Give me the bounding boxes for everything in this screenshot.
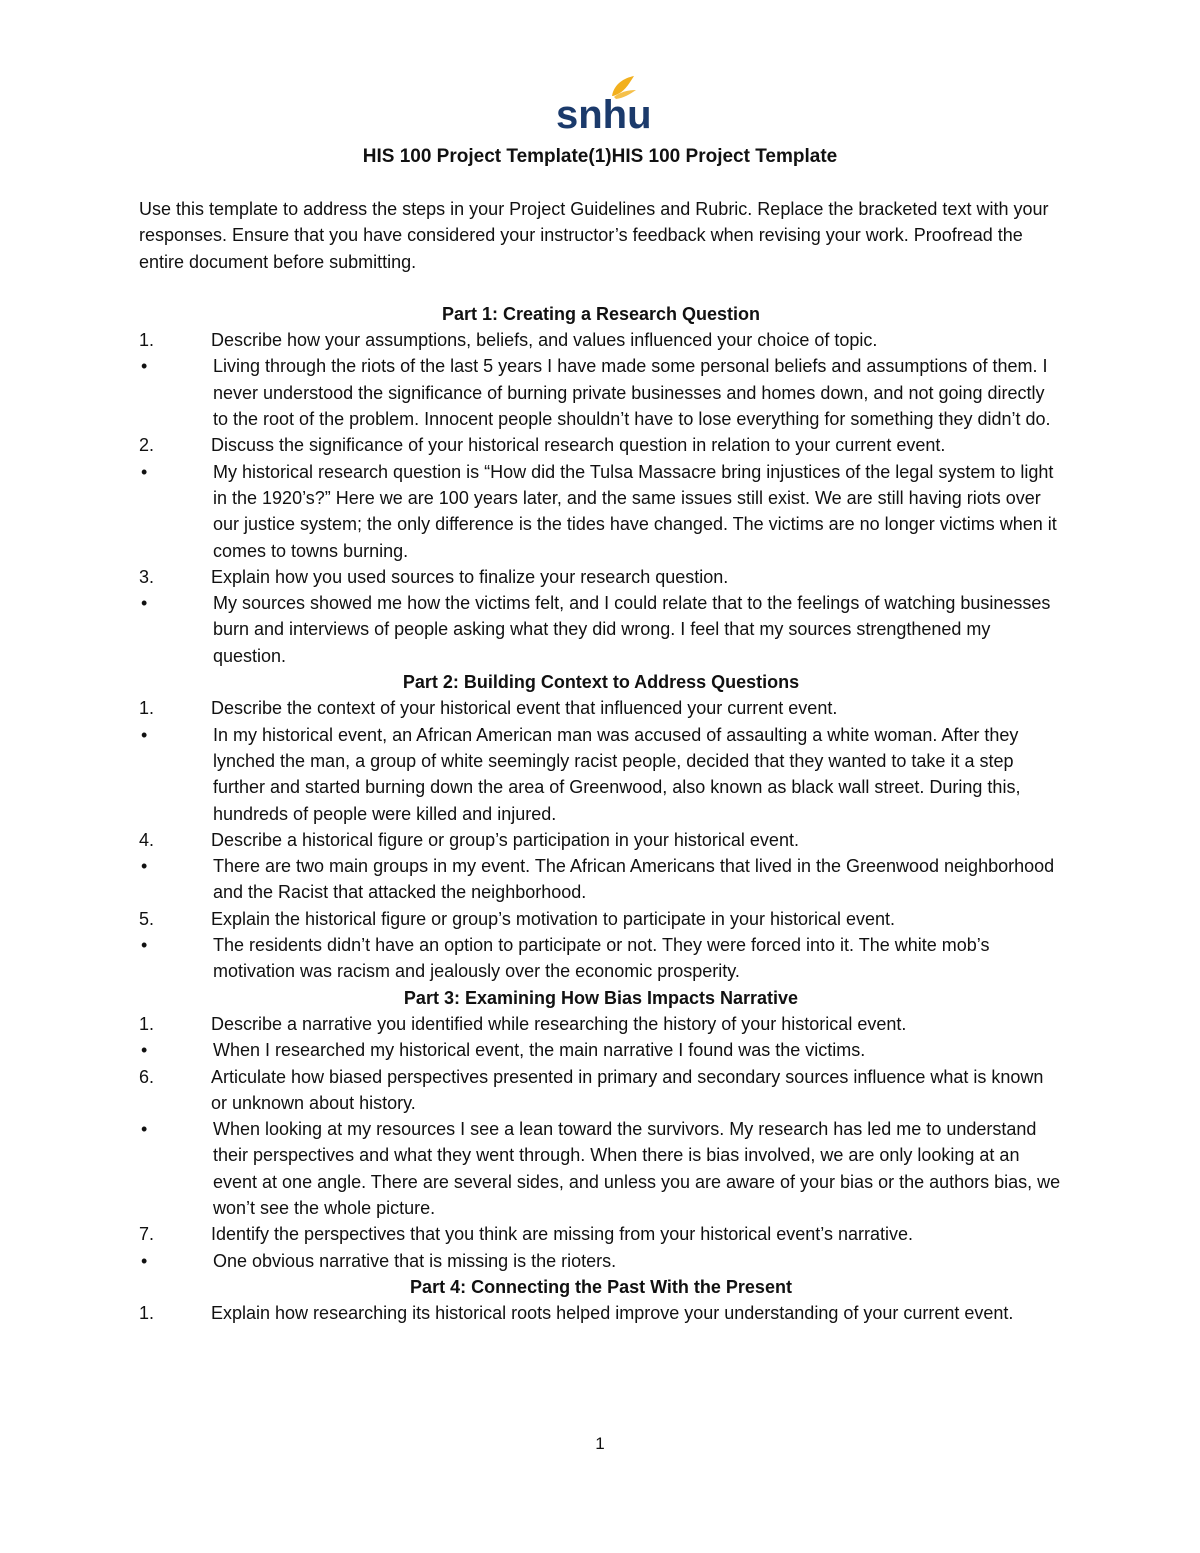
list-item-text: In my historical event, an African American man was accused of assaulting a white woman. After they lynched the man, a group of white seemingly racist people, decided that they wanted to take it a step further and started burning down the area of Greenwood, also known as black wall street. During this, hundreds of people were killed and injured. — [213, 724, 1021, 824]
list-item-text: When I researched my historical event, the main narrative I found was the victims. — [213, 1040, 866, 1061]
part-heading: Part 3: Examining How Bias Impacts Narrative — [403, 987, 799, 1008]
logo-text: snhu — [556, 93, 652, 137]
snhu-flame-logo-icon — [556, 74, 652, 137]
document-body — [139, 196, 1063, 1326]
list-item — [139, 590, 1063, 669]
list-marker: 4. — [139, 829, 155, 850]
list-marker: 3. — [139, 566, 155, 587]
list-item-text: Explain the historical figure or group’s motivation to participate in your historical event. — [211, 908, 896, 929]
list-item — [139, 853, 1063, 906]
part-1-section — [139, 301, 1063, 669]
list-marker: 5. — [139, 908, 155, 929]
list-item — [139, 1064, 1063, 1117]
document-title: HIS 100 Project Template(1)HIS 100 Project Template — [362, 146, 838, 167]
list-item-text: Identify the perspectives that you think are missing from your historical event’s narrative. — [211, 1224, 913, 1245]
list-marker: 7. — [139, 1224, 155, 1245]
list-marker: 1. — [139, 330, 155, 351]
list-item-text: When looking at my resources I see a lean toward the survivors. My research has led me to understand their perspectives and what they went through. When there is bias involved, we are only looking at an event at one angle. There are several sides, and unless you are aware of your bias or the authors bias, we won’t see the whole picture. — [213, 1119, 1061, 1218]
list-item-text: Living through the riots of the last 5 years I have made some personal beliefs and assumptions of them. I never understood the significance of burning private businesses and homes down, and not going directly to the root of the problem. Innocent people shouldn’t have to lose everything for something they didn’t do. — [213, 356, 1051, 430]
list-item — [139, 695, 1063, 721]
list-item — [139, 432, 1063, 458]
bullet-icon: • — [141, 461, 148, 482]
list-marker: 1. — [139, 1013, 155, 1034]
part-2-section — [139, 669, 1063, 985]
list-item-text: The residents didn’t have an option to participate or not. They were forced into it. The white mob’s motivation was racism and jealously over the economic prosperity. — [213, 935, 990, 982]
list-item-text: Explain how you used sources to finalize your research question. — [211, 566, 729, 587]
list-item — [139, 459, 1063, 564]
part-heading: Part 4: Connecting the Past With the Present — [410, 1276, 792, 1297]
list-item — [139, 1116, 1063, 1221]
list-item — [139, 1300, 1063, 1326]
list-item-text: Articulate how biased perspectives presented in primary and secondary sources influence what is known or unknown about history. — [211, 1066, 1044, 1113]
part-heading: Part 1: Creating a Research Question — [441, 303, 761, 324]
list-item-text: Describe the context of your historical event that influenced your current event. — [211, 698, 838, 719]
list-item-text: Explain how researching its historical roots helped improve your understanding of your current event. — [211, 1303, 1014, 1324]
list-item — [139, 1037, 1063, 1063]
bullet-icon: • — [141, 593, 148, 614]
list-item-text: My sources showed me how the victims felt, and I could relate that to the feelings of watching businesses burn and interviews of people asking what they did wrong. I feel that my sources strengthened my question. — [213, 593, 1051, 666]
list-item — [139, 906, 1063, 932]
bullet-icon: • — [141, 856, 148, 877]
list-item — [139, 722, 1063, 827]
list-item — [139, 932, 1063, 985]
list-item — [139, 353, 1063, 432]
list-item-text: Discuss the significance of your historical research question in relation to your current event. — [211, 435, 946, 456]
part-4-section — [139, 1274, 1063, 1327]
list-item — [139, 1011, 1063, 1037]
bullet-icon: • — [141, 1119, 148, 1140]
list-item-text: My historical research question is “How did the Tulsa Massacre bring injustices of the legal system to light in the 1920’s?” Here we are 100 years later, and the same issues still exist. We are still having riots over our justice system; the only difference is the tides have changed. The victims are no longer victims when it comes to towns burning. — [213, 461, 1057, 561]
bullet-icon: • — [141, 935, 148, 956]
snhu-logo — [556, 74, 652, 137]
bullet-icon: • — [141, 356, 148, 377]
list-item-text: Describe a historical figure or group’s participation in your historical event. — [211, 829, 799, 850]
part-heading: Part 2: Building Context to Address Questions — [402, 672, 800, 693]
list-item — [139, 1221, 1063, 1247]
list-item-text: One obvious narrative that is missing is the rioters. — [213, 1250, 617, 1271]
list-item-text: Describe a narrative you identified while researching the history of your historical event. — [211, 1013, 907, 1034]
list-item — [139, 564, 1063, 590]
list-item — [139, 327, 1063, 353]
list-item-text: Describe how your assumptions, beliefs, and values influenced your choice of topic. — [211, 330, 878, 351]
list-item — [139, 827, 1063, 853]
intro-paragraph: Use this template to address the steps in your Project Guidelines and Rubric. Replace the bracketed text with your responses. Ensure that you have considered your instructor’s feedback when revising your work. Proofread the entire document before submitting. — [139, 199, 1049, 272]
bullet-icon: • — [141, 1040, 148, 1061]
bullet-icon: • — [141, 724, 148, 745]
part-3-section — [139, 985, 1063, 1274]
list-marker: 6. — [139, 1066, 155, 1087]
list-marker: 1. — [139, 1303, 155, 1324]
bullet-icon: • — [141, 1250, 148, 1271]
list-marker: 2. — [139, 435, 155, 456]
list-item — [139, 1248, 1063, 1274]
page-number: 1 — [595, 1434, 605, 1453]
list-marker: 1. — [139, 698, 155, 719]
list-item-text: There are two main groups in my event. The African Americans that lived in the Greenwood neighborhood and the Racist that attacked the neighborhood. — [213, 856, 1055, 903]
